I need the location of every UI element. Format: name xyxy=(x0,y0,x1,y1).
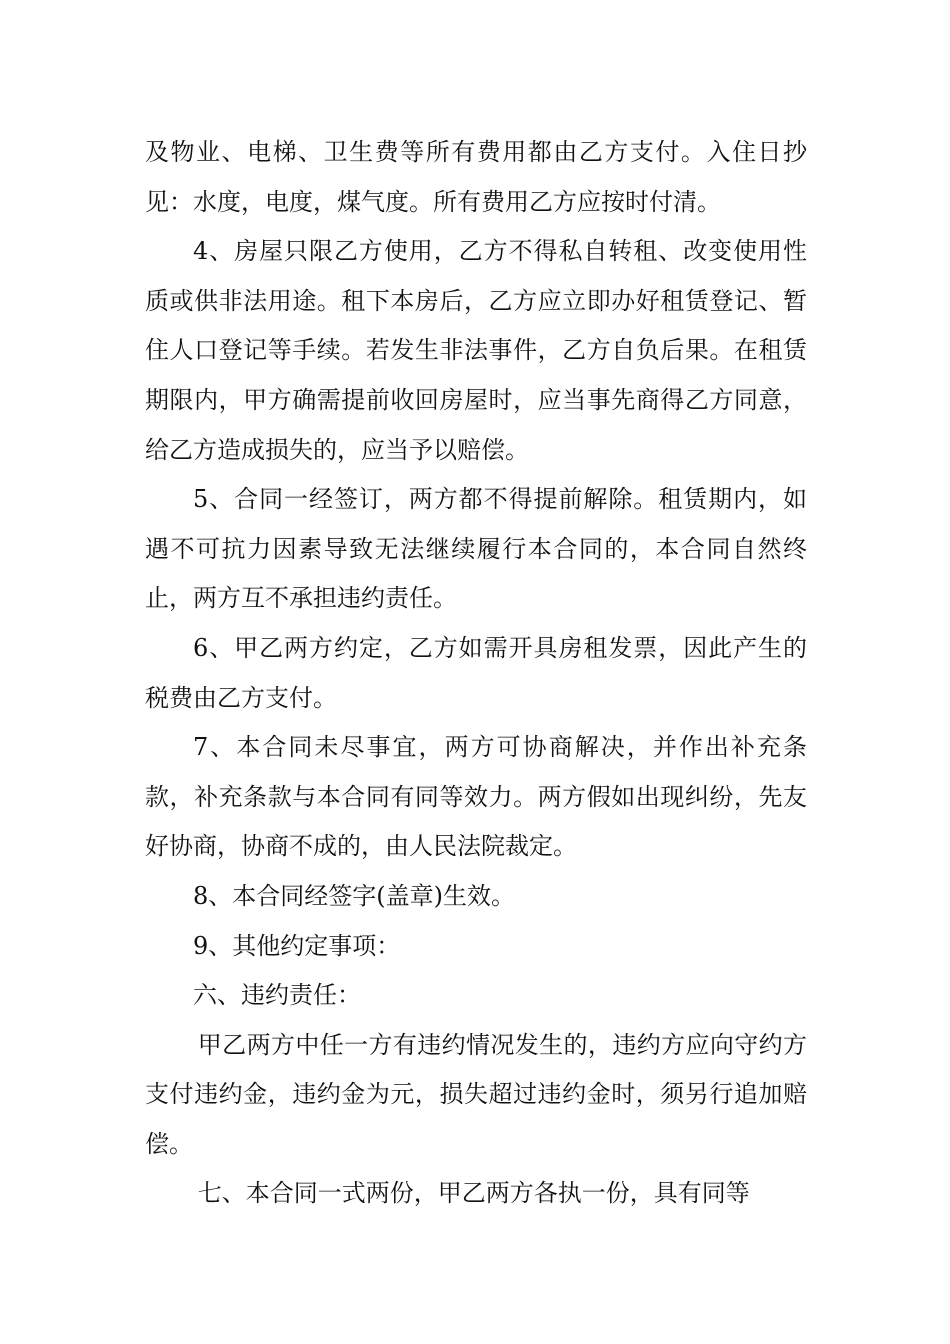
paragraph-clause-9: 9、其他约定事项： xyxy=(193,931,401,960)
section-heading-breach: 六、违约责任： xyxy=(193,981,361,1010)
paragraph-section-7: 七、本合同一式两份，甲乙两方各执一份，具有同等 xyxy=(197,1179,750,1208)
paragraph-fees-continued: 及物业、电梯、卫生费等所有费用都由乙方支付。入住日抄见：水度，电度，煤气度。所有费用乙方应按时付清。 xyxy=(145,138,807,216)
paragraph-clause-8: 8、本合同经签字(盖章)生效。 xyxy=(193,881,515,910)
paragraph-clause-5: 5、合同一经签订，两方都不得提前解除。租赁期内，如遇不可抗力因素导致无法继续履行本合同的，本合同自然终止，两方互不承担违约责任。 xyxy=(145,485,807,613)
paragraph-clause-6: 6、甲乙两方约定，乙方如需开具房租发票，因此产生的税费由乙方支付。 xyxy=(145,633,807,712)
contract-body xyxy=(145,128,807,1219)
paragraph-breach-liability: 甲乙两方中任一方有违约情况发生的，违约方应向守约方支付违约金，违约金为元，损失超过违约金时，须另行追加赔偿。 xyxy=(145,1030,807,1158)
paragraph-clause-4: 4、房屋只限乙方使用，乙方不得私自转租、改变使用性质或供非法用途。租下本房后，乙方应立即办好租赁登记、暂住人口登记等手续。若发生非法事件，乙方自负后果。在租赁期限内，甲方确需提前收回房屋时，应当事先商得乙方同意，给乙方造成损失的，应当予以赔偿。 xyxy=(145,237,807,464)
paragraph-clause-7: 7、本合同未尽事宜，两方可协商解决，并作出补充条款，补充条款与本合同有同等效力。两方假如出现纠纷，先友好协商，协商不成的，由人民法院裁定。 xyxy=(145,733,807,861)
